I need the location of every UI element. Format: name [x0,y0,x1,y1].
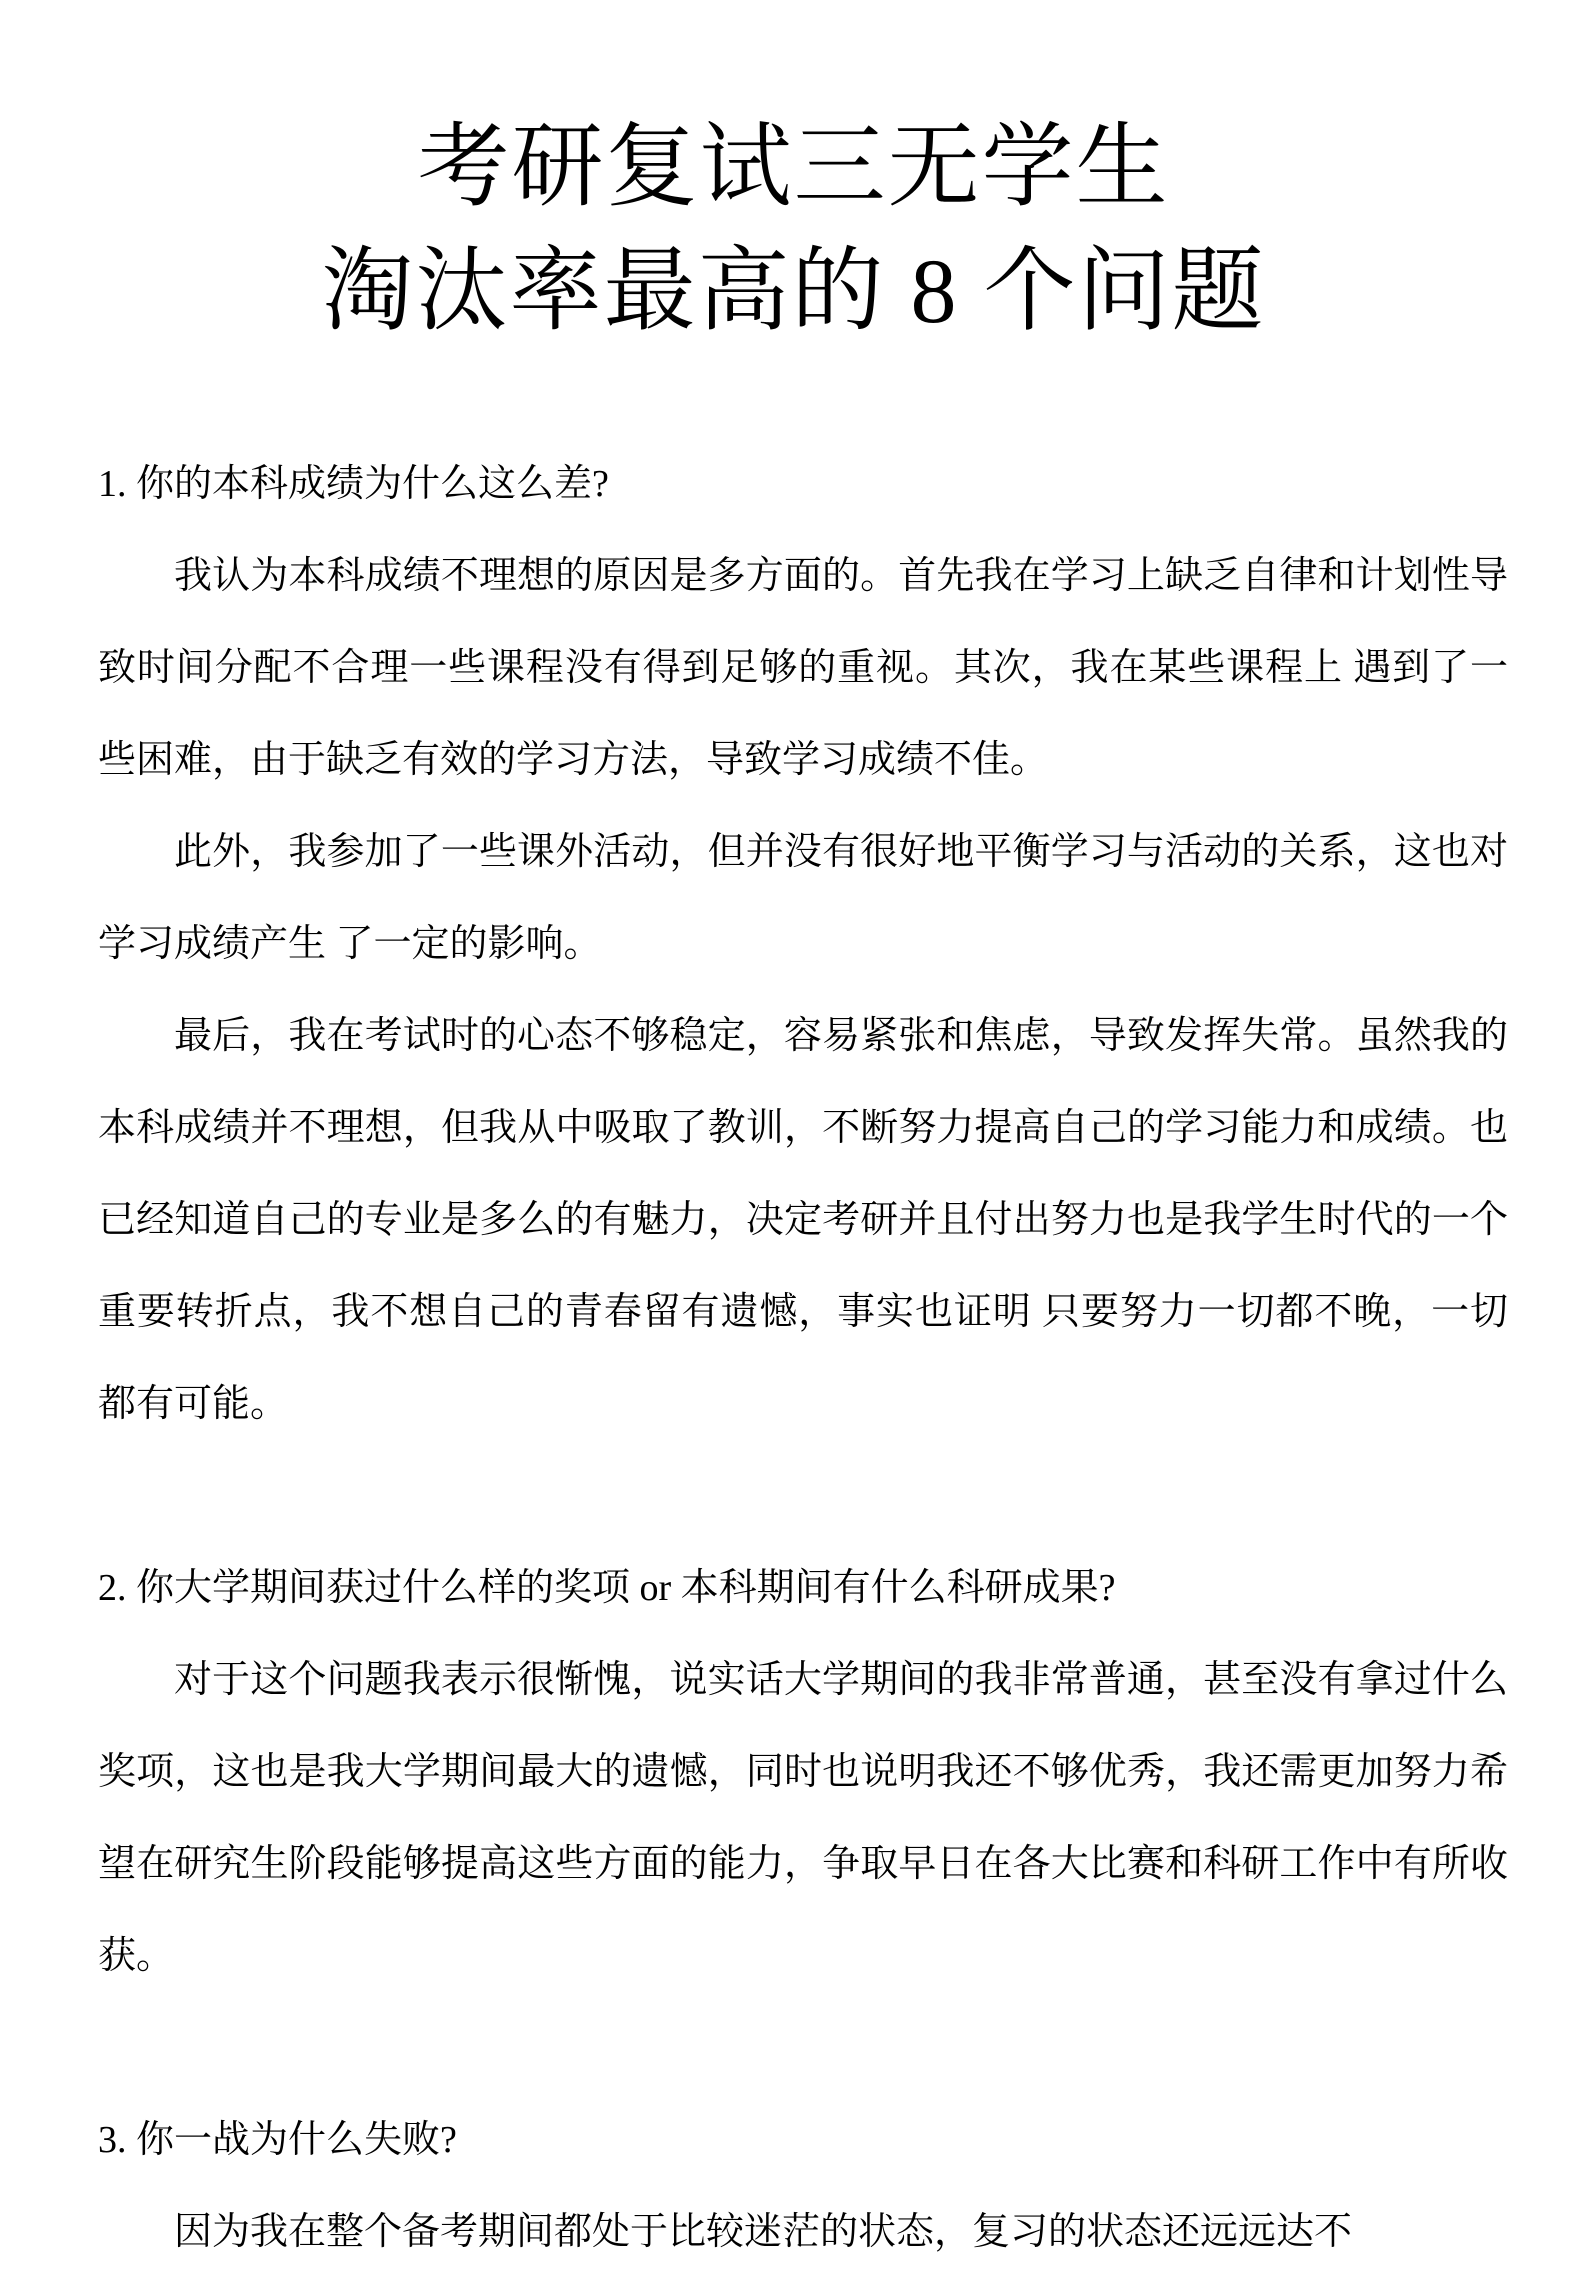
question-2-heading: 2. 你大学期间获过什么样的奖项 or 本科期间有什么科研成果? [98,1567,1116,1609]
answer-1-paragraph-3: 最后，我在考试时的心态不够稳定，容易紧张和焦虑，导致发挥失常。虽然我的本科成绩并不理想，但我从中吸取了教训，不断努力提高自己的学习能力和成绩。也已经知道自己的专业是多么的有魅力，决定考研并且付出努力也是我学生时代的一个重要转折点，我不想自己的青春留有遗憾，事实也证明 只要努力一切都不晚，一切都有可能。 [98,1015,1508,1425]
answer-2-paragraph-1: 对于这个问题我表示很惭愧，说实话大学期间的我非常普通，甚至没有拿过什么奖项，这也是我大学期间最大的遗憾，同时也说明我还不够优秀，我还需更加努力希望在研究生阶段能够提高这些方面的能力，争取早日在各大比赛和科研工作中有所收获。 [98,1659,1508,1977]
title-line-2: 淘汰率最高的 8 个问题 [321,240,1266,342]
question-1-heading: 1. 你的本科成绩为什么这么差? [98,463,609,505]
section-spacer [98,2002,1508,2094]
section-spacer [98,1450,1508,1542]
title-line-1: 考研复试三无学生 [417,116,1170,218]
document-body [98,438,1508,2278]
question-3-heading: 3. 你一战为什么失败? [98,2119,457,2161]
answer-1-paragraph-2: 此外，我参加了一些课外活动，但并没有很好地平衡学习与活动的关系，这也对学习成绩产生 了一定的影响。 [98,831,1508,965]
answer-3-paragraph-1: 因为我在整个备考期间都处于比较迷茫的状态，复习的状态还远远达不 [174,2211,1353,2253]
answer-1-paragraph-1: 我认为本科成绩不理想的原因是多方面的。首先我在学习上缺乏自律和计划性导致时间分配不合理一些课程没有得到足够的重视。其次，我在某些课程上 遇到了一些困难，由于缺乏有效的学习方法，导致学习成绩不佳。 [98,555,1508,781]
document-title [0,105,1587,353]
